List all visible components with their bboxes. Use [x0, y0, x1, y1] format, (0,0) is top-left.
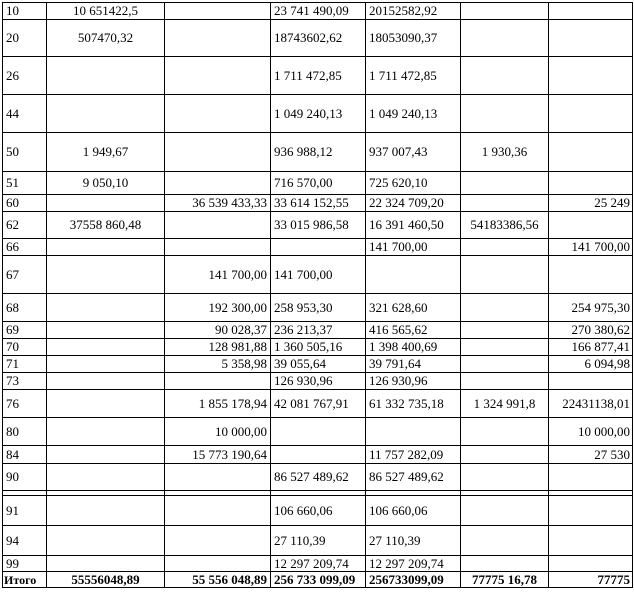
col3-cell — [165, 373, 271, 390]
col2-cell — [47, 526, 165, 556]
col5-cell: 126 930,96 — [366, 373, 461, 390]
col6-cell — [461, 3, 549, 20]
col5-cell: 16 391 460,50 — [366, 212, 461, 239]
col6-cell — [461, 95, 549, 133]
col7-cell — [549, 133, 633, 172]
col3-cell: 1 855 178,94 — [165, 390, 271, 418]
col2-cell — [47, 195, 165, 212]
col3-cell — [165, 20, 271, 57]
col2-cell — [47, 322, 165, 339]
col5-cell: 416 565,62 — [366, 322, 461, 339]
col2-cell: 37558 860,48 — [47, 212, 165, 239]
table-row — [3, 95, 633, 133]
col7-cell: 25 249 — [549, 195, 633, 212]
col5-cell: 11 757 282,09 — [366, 446, 461, 464]
col5-cell: 18053090,37 — [366, 20, 461, 57]
col6-cell — [461, 172, 549, 195]
account-cell: 84 — [3, 446, 47, 464]
col5-cell: 321 628,60 — [366, 294, 461, 322]
table-row — [3, 20, 633, 57]
accounts-turnover-table — [2, 2, 633, 588]
col3-cell: 90 028,37 — [165, 322, 271, 339]
col3-cell — [165, 239, 271, 256]
col6-cell — [461, 57, 549, 95]
table-row — [3, 373, 633, 390]
col7-cell — [549, 95, 633, 133]
col4-cell: 42 081 767,91 — [271, 390, 366, 418]
col5-cell — [366, 256, 461, 294]
account-cell: 44 — [3, 95, 47, 133]
col4-cell: 33 015 986,58 — [271, 212, 366, 239]
table-row — [3, 526, 633, 556]
col4-cell: 936 988,12 — [271, 133, 366, 172]
col4-cell: 106 660,06 — [271, 496, 366, 526]
account-cell: 94 — [3, 526, 47, 556]
col7-cell: 270 380,62 — [549, 322, 633, 339]
col2-cell — [47, 356, 165, 373]
col6-cell — [461, 556, 549, 572]
col2-cell — [47, 239, 165, 256]
col7-cell: 10 000,00 — [549, 418, 633, 446]
account-cell: 51 — [3, 172, 47, 195]
col3-cell: 10 000,00 — [165, 418, 271, 446]
col3-cell — [165, 496, 271, 526]
table-row — [3, 339, 633, 356]
col3-cell — [165, 556, 271, 572]
table-row — [3, 172, 633, 195]
col6-cell — [461, 322, 549, 339]
col2-cell: 9 050,10 — [47, 172, 165, 195]
col3-cell: 36 539 433,33 — [165, 195, 271, 212]
col7-cell: 141 700,00 — [549, 239, 633, 256]
col6-cell — [461, 464, 549, 491]
table-body — [3, 3, 633, 588]
col5-cell: 86 527 489,62 — [366, 464, 461, 491]
col5-cell — [366, 418, 461, 446]
account-cell: 99 — [3, 556, 47, 572]
col6-cell: 54183386,56 — [461, 212, 549, 239]
table-row — [3, 3, 633, 20]
col4-cell: 18743602,62 — [271, 20, 366, 57]
table-row — [3, 446, 633, 464]
col6-cell: 1 324 991,8 — [461, 390, 549, 418]
col7-cell — [549, 57, 633, 95]
col7-cell: 22431138,01 — [549, 390, 633, 418]
col7-cell — [549, 464, 633, 491]
col4-cell: 236 213,37 — [271, 322, 366, 339]
col5-cell: 27 110,39 — [366, 526, 461, 556]
col2-cell — [47, 464, 165, 491]
col4-cell: 716 570,00 — [271, 172, 366, 195]
table-row — [3, 133, 633, 172]
col7-cell — [549, 556, 633, 572]
col4-cell: 27 110,39 — [271, 526, 366, 556]
account-cell: 90 — [3, 464, 47, 491]
account-cell: 50 — [3, 133, 47, 172]
table-row — [3, 322, 633, 339]
col5-cell: 1 711 472,85 — [366, 57, 461, 95]
col3-cell: 5 358,98 — [165, 356, 271, 373]
account-cell: 73 — [3, 373, 47, 390]
col5-cell: 256733099,09 — [366, 572, 461, 588]
col4-cell: 1 360 505,16 — [271, 339, 366, 356]
account-cell: 66 — [3, 239, 47, 256]
col2-cell — [47, 95, 165, 133]
account-cell: 20 — [3, 20, 47, 57]
col4-cell: 258 953,30 — [271, 294, 366, 322]
col4-cell: 12 297 209,74 — [271, 556, 366, 572]
account-cell: 67 — [3, 256, 47, 294]
account-cell: 70 — [3, 339, 47, 356]
col2-cell — [47, 256, 165, 294]
col5-cell: 12 297 209,74 — [366, 556, 461, 572]
total-row — [3, 572, 633, 588]
col7-cell — [549, 20, 633, 57]
col2-cell: 507470,32 — [47, 20, 165, 57]
account-cell: 10 — [3, 3, 47, 20]
col6-cell: 77775 16,78 — [461, 572, 549, 588]
account-cell: 91 — [3, 496, 47, 526]
col7-cell — [549, 526, 633, 556]
col5-cell: 1 398 400,69 — [366, 339, 461, 356]
col4-cell: 33 614 152,55 — [271, 195, 366, 212]
col4-cell: 1 049 240,13 — [271, 95, 366, 133]
table-row — [3, 390, 633, 418]
col2-cell — [47, 390, 165, 418]
col3-cell — [165, 212, 271, 239]
col2-cell — [47, 57, 165, 95]
col3-cell: 15 773 190,64 — [165, 446, 271, 464]
col2-cell: 55556048,89 — [47, 572, 165, 588]
col5-cell: 61 332 735,18 — [366, 390, 461, 418]
col6-cell — [461, 256, 549, 294]
col3-cell — [165, 172, 271, 195]
account-cell: 68 — [3, 294, 47, 322]
account-cell: Итого — [3, 572, 47, 588]
col6-cell — [461, 418, 549, 446]
col5-cell: 937 007,43 — [366, 133, 461, 172]
col6-cell — [461, 195, 549, 212]
col4-cell: 39 055,64 — [271, 356, 366, 373]
col2-cell: 1 949,67 — [47, 133, 165, 172]
col6-cell — [461, 373, 549, 390]
col5-cell: 106 660,06 — [366, 496, 461, 526]
col3-cell: 192 300,00 — [165, 294, 271, 322]
col3-cell: 141 700,00 — [165, 256, 271, 294]
col7-cell: 166 877,41 — [549, 339, 633, 356]
col5-cell: 39 791,64 — [366, 356, 461, 373]
col5-cell: 22 324 709,20 — [366, 195, 461, 212]
account-cell: 69 — [3, 322, 47, 339]
table-row — [3, 57, 633, 95]
col4-cell — [271, 418, 366, 446]
table-row — [3, 418, 633, 446]
col7-cell — [549, 373, 633, 390]
col4-cell: 256 733 099,09 — [271, 572, 366, 588]
table-row — [3, 294, 633, 322]
table-row — [3, 496, 633, 526]
col3-cell: 55 556 048,89 — [165, 572, 271, 588]
col4-cell: 23 741 490,09 — [271, 3, 366, 20]
table-row — [3, 556, 633, 572]
col7-cell: 77775 — [549, 572, 633, 588]
account-cell: 60 — [3, 195, 47, 212]
col2-cell — [47, 339, 165, 356]
table-row — [3, 195, 633, 212]
col2-cell — [47, 373, 165, 390]
col6-cell — [461, 239, 549, 256]
col3-cell — [165, 133, 271, 172]
table-row — [3, 356, 633, 373]
col3-cell — [165, 57, 271, 95]
col6-cell — [461, 20, 549, 57]
col6-cell — [461, 356, 549, 373]
account-cell: 62 — [3, 212, 47, 239]
col6-cell — [461, 446, 549, 464]
table-row — [3, 239, 633, 256]
col2-cell — [47, 446, 165, 464]
col5-cell: 725 620,10 — [366, 172, 461, 195]
col2-cell: 10 651422,5 — [47, 3, 165, 20]
col5-cell: 1 049 240,13 — [366, 95, 461, 133]
col6-cell — [461, 496, 549, 526]
col4-cell: 1 711 472,85 — [271, 57, 366, 95]
col6-cell — [461, 294, 549, 322]
col6-cell: 1 930,36 — [461, 133, 549, 172]
col2-cell — [47, 496, 165, 526]
col7-cell: 27 530 — [549, 446, 633, 464]
account-cell: 80 — [3, 418, 47, 446]
col6-cell — [461, 526, 549, 556]
col7-cell — [549, 496, 633, 526]
col2-cell — [47, 418, 165, 446]
col4-cell — [271, 446, 366, 464]
account-cell: 26 — [3, 57, 47, 95]
col7-cell — [549, 172, 633, 195]
col3-cell — [165, 3, 271, 20]
col5-cell: 20152582,92 — [366, 3, 461, 20]
col7-cell: 254 975,30 — [549, 294, 633, 322]
table-row — [3, 256, 633, 294]
col4-cell: 126 930,96 — [271, 373, 366, 390]
col2-cell — [47, 556, 165, 572]
col4-cell — [271, 239, 366, 256]
col2-cell — [47, 294, 165, 322]
col4-cell: 141 700,00 — [271, 256, 366, 294]
col7-cell — [549, 256, 633, 294]
col7-cell — [549, 3, 633, 20]
table-row — [3, 212, 633, 239]
col3-cell — [165, 526, 271, 556]
col3-cell — [165, 464, 271, 491]
col3-cell — [165, 95, 271, 133]
col7-cell: 6 094,98 — [549, 356, 633, 373]
col3-cell: 128 981,88 — [165, 339, 271, 356]
account-cell: 71 — [3, 356, 47, 373]
col7-cell — [549, 212, 633, 239]
col5-cell: 141 700,00 — [366, 239, 461, 256]
col4-cell: 86 527 489,62 — [271, 464, 366, 491]
account-cell: 76 — [3, 390, 47, 418]
col6-cell — [461, 339, 549, 356]
table-row — [3, 464, 633, 491]
